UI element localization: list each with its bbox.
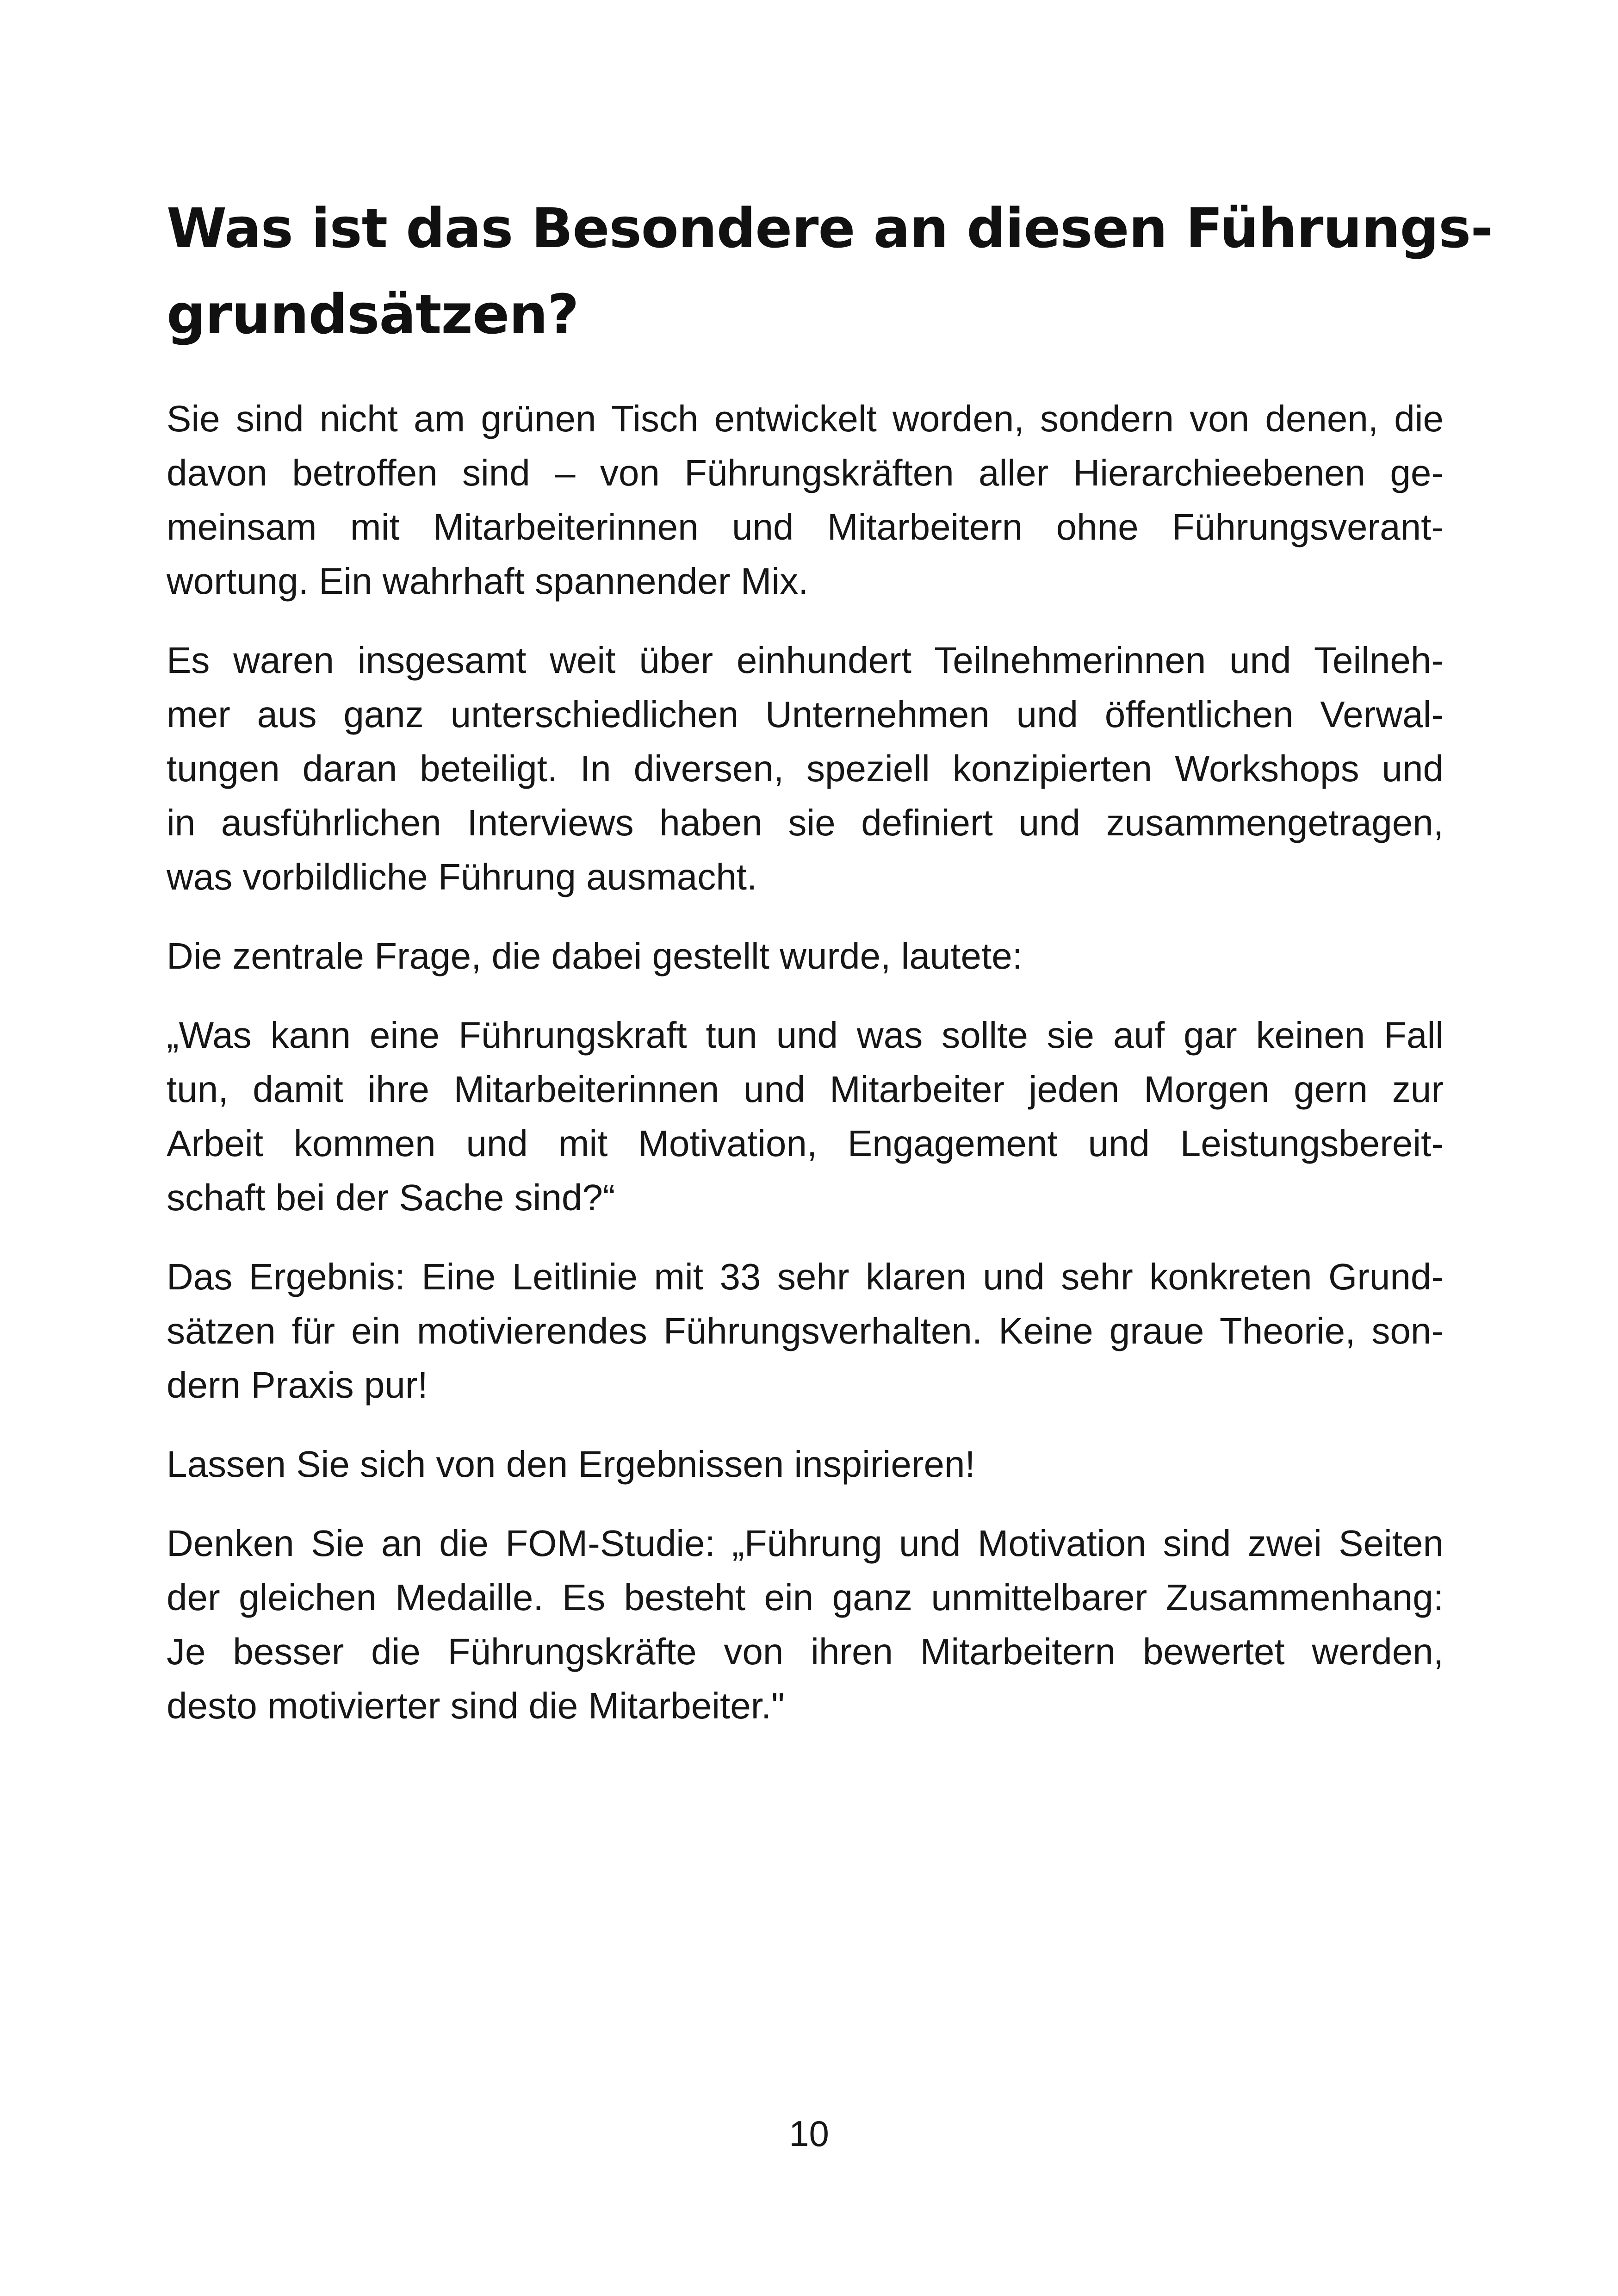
text-line: Denken Sie an die FOM-Studie: „Führung und Motivation sind zwei Seiten (167, 1523, 1444, 1564)
paragraph-result (167, 1250, 1444, 1412)
paragraph-inspiration (167, 1437, 1444, 1491)
text-line: „Was kann eine Führungskraft tun und was sollte sie auf gar keinen Fall (167, 1014, 1444, 1056)
paragraph-participants (167, 633, 1444, 904)
page-number: 10 (789, 2113, 829, 2154)
text-line: Sie sind nicht am grünen Tisch entwickelt worden, sondern von denen, die (167, 398, 1444, 439)
title-line: grundsätzen? (167, 282, 579, 346)
text-line: meinsam mit Mitarbeiterinnen und Mitarbeitern ohne Führungsverant- (167, 506, 1444, 548)
paragraph-question-intro (167, 929, 1444, 983)
text-line: mer aus ganz unterschiedlichen Unternehmen und öffentlichen Verwal- (167, 694, 1444, 735)
text-line: in ausführlichen Interviews haben sie definiert und zusammengetragen, (167, 802, 1444, 843)
text-line: tun, damit ihre Mitarbeiterinnen und Mitarbeiter jeden Morgen gern zur (167, 1069, 1444, 1110)
text-line: wortung. Ein wahrhaft spannender Mix. (167, 560, 809, 602)
text-line: Lassen Sie sich von den Ergebnissen inspirieren! (167, 1444, 975, 1485)
text-line: dern Praxis pur! (167, 1364, 428, 1406)
body-text (167, 392, 1444, 1733)
page-content (167, 185, 1493, 1758)
text-line: der gleichen Medaille. Es besteht ein ganz unmittelbarer Zusammenhang: (167, 1577, 1444, 1618)
paragraph-central-question (167, 1008, 1444, 1225)
paragraph-fom-study (167, 1516, 1444, 1733)
text-line: Die zentrale Frage, die dabei gestellt wurde, lautete: (167, 935, 1023, 977)
text-line: Arbeit kommen und mit Motivation, Engagement und Leistungsbereit- (167, 1123, 1444, 1164)
text-line: davon betroffen sind – von Führungskräften aller Hierarchieebenen ge- (167, 452, 1444, 493)
paragraph-origin (167, 392, 1444, 608)
text-line: was vorbildliche Führung ausmacht. (167, 856, 757, 897)
text-line: Es waren insgesamt weit über einhundert Teilnehmerinnen und Teilneh- (167, 640, 1444, 681)
title-line: Was ist das Besondere an diesen Führungs- (167, 196, 1493, 260)
text-line: desto motivierter sind die Mitarbeiter." (167, 1685, 785, 1726)
page-title (167, 185, 1493, 357)
text-line: Je besser die Führungskräfte von ihren Mitarbeitern bewertet werden, (167, 1631, 1444, 1672)
text-line: schaft bei der Sache sind?“ (167, 1177, 615, 1218)
text-line: sätzen für ein motivierendes Führungsverhalten. Keine graue Theorie, son- (167, 1310, 1444, 1351)
text-line: tungen daran beteiligt. In diversen, speziell konzipierten Workshops und (167, 748, 1444, 789)
text-line: Das Ergebnis: Eine Leitlinie mit 33 sehr klaren und sehr konkreten Grund- (167, 1256, 1444, 1297)
